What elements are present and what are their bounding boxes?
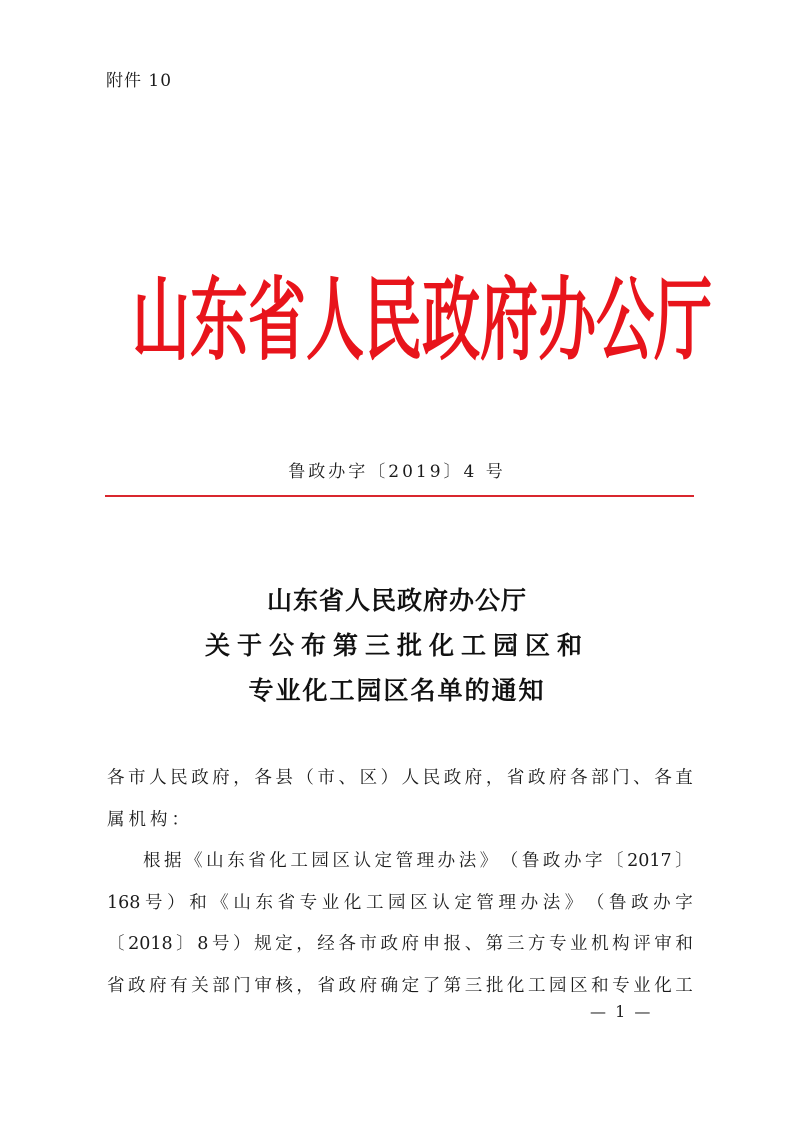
- title-line-3: 专业化工园区名单的通知: [248, 676, 546, 705]
- title-line-1: 山东省人民政府办公厅: [266, 586, 527, 615]
- document-number: 鲁政办字〔2019〕4 号: [288, 462, 506, 482]
- document-title: [0, 578, 794, 713]
- document-body: [107, 758, 693, 1007]
- addressee-line-2: 属机构：: [107, 809, 193, 830]
- paragraph-line-1: 根 据 《 山 东 省 化 工 园 区 认 定 管 理 办 法 》 （ 鲁 政 办 字 〔 2017 〕: [143, 851, 693, 871]
- paragraph-line-2: 168 号 ） 和 《 山 东 省 专 业 化 工 园 区 认 定 管 理 办 法 》 （ 鲁 政 办 字: [107, 892, 693, 913]
- attachment-label: 附件 10: [106, 71, 173, 91]
- paragraph-line-4: 省 政 府 有 关 部 门 审 核 ， 省 政 府 确 定 了 第 三 批 化 工 园 区 和 专 业 化 工: [107, 975, 693, 996]
- title-line-2: 关于公布第三批化工园区和: [204, 631, 589, 660]
- paragraph-line-3: 〔 2018 〕 8 号 ） 规 定 ， 经 各 市 政 府 申 报 、 第 三 方 专 业 机 构 评 审 和: [107, 934, 693, 954]
- masthead-issuer: 山 东 省 人 民 政 府 办 公 厅: [132, 267, 713, 373]
- red-separator-line: [105, 495, 694, 497]
- page-number: — 1 —: [590, 1002, 653, 1021]
- addressee-line-1: 各 市 人 民 政 府 ， 各 县 （ 市 、 区 ） 人 民 政 府 ， 省 政 府 各 部 门 、 各 直: [107, 768, 693, 788]
